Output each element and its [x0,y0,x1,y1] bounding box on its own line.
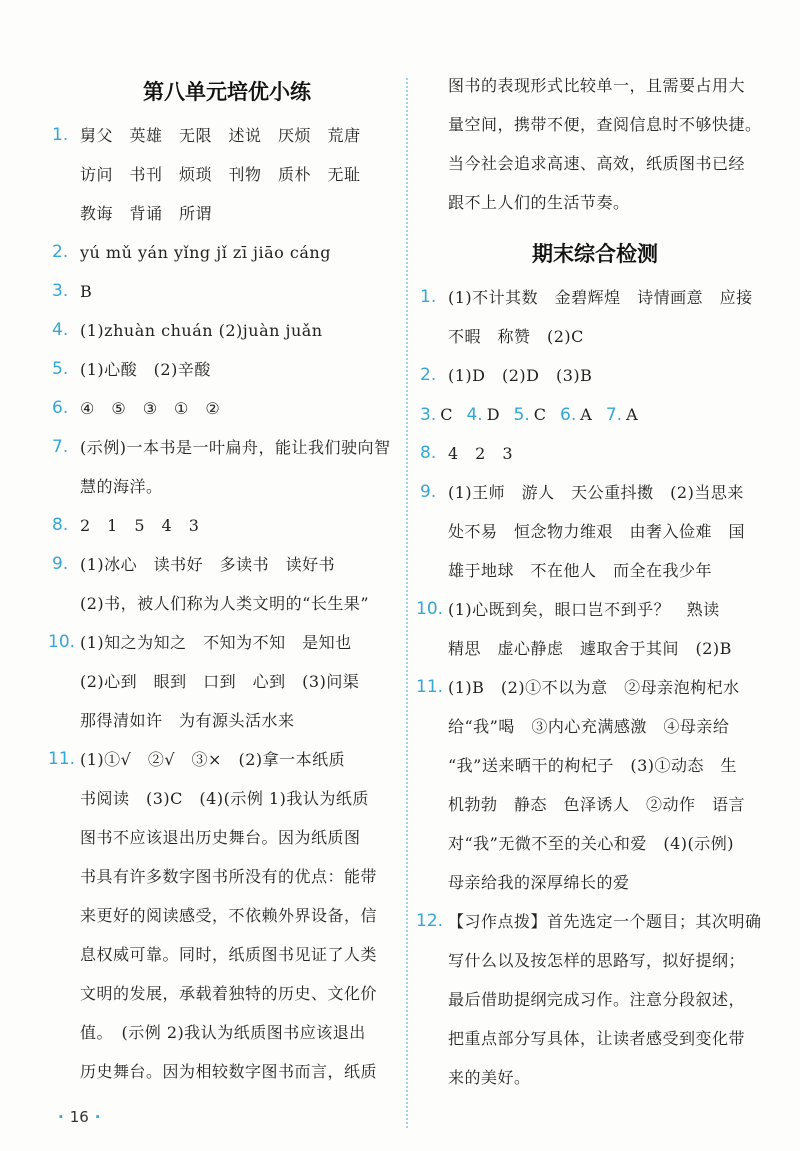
question-number: 12. [416,911,444,931]
answer-line: (2)书，被人们称为人类文明的“长生果” [80,594,370,613]
answer-line: 来更好的阅读感受，不依赖外界设备，信 [80,906,378,925]
answer-line: 那得清如许 为有源头活水来 [80,711,295,730]
answer-item [52,233,402,272]
answer-line: 跟不上人们的生活节奏。 [448,193,630,212]
answer-line: 把重点部分写具体，让读者感受到变化带 [448,1029,746,1048]
answer-line: 教诲 背诵 所谓 [80,204,213,223]
question-number: 3. [420,405,437,425]
answer-item [52,272,402,311]
answer-line: “我”送来晒干的枸杞子 (3)①动态 生 [448,756,738,775]
answer-line: 历史舞台。因为相较数字图书而言，纸质 [80,1062,378,1081]
answer-line: 舅父 英雄 无限 述说 厌烦 荒唐 [80,126,361,145]
answer-line: B [80,282,93,301]
answer-item [420,434,770,473]
question-number: 10. [48,632,76,652]
answer-line: (1)①√ ②√ ③× (2)拿一本纸质 [80,750,346,769]
answer-line: 量空间，携带不便，查阅信息时不够快捷。 [448,115,762,134]
answer-line: (1)心既到矣，眼口岂不到乎？ 熟读 [448,600,720,619]
question-number: 2. [52,242,69,262]
answer-item [52,506,402,545]
answer-line: 对“我”无微不至的关心和爱 (4)(示例) [448,834,735,853]
answer-line: yú mǔ yán yǐng jǐ zī jiāo cáng [80,243,331,262]
question-number: 11. [416,677,444,697]
question-number: 3. [52,281,69,301]
bullet-dot: · [58,1108,64,1126]
answer-line: (1)B (2)①不以为意 ②母亲泡枸杞水 [448,678,740,697]
answer-line: 息权威可靠。同时，纸质图书见证了人类 [80,945,378,964]
bullet-dot: · [94,1108,101,1126]
answer-item [416,668,770,902]
answer-line: 书具有许多数字图书所没有的优点：能带 [80,867,378,886]
answer-line: 写什么以及按怎样的思路写，拟好提纲； [448,951,746,970]
answer-value: D [486,405,500,424]
question-number: 4. [52,320,69,340]
answer-line: 慧的海洋。 [80,477,163,496]
answer-item [52,389,402,428]
answer-item [52,116,402,233]
question-number: 7. [605,405,623,425]
answer-line: (1)不计其数 金碧辉煌 诗情画意 应接 [448,288,753,307]
question-number: 9. [420,482,437,502]
question-number: 10. [416,599,444,619]
question-number: 7. [52,437,69,457]
answer-line: 访问 书刊 烦琐 刊物 质朴 无耻 [80,165,361,184]
answer-item [52,311,402,350]
answer-line: (1)王师 游人 天公重抖擞 (2)当思来 [448,483,744,502]
answer-item [52,350,402,389]
answer-line: 给“我”喝 ③内心充满感激 ④母亲给 [448,717,730,736]
question-number: 5. [52,359,69,379]
answer-line: 来的美好。 [448,1068,531,1087]
answer-line: 图书的表现形式比较单一，且需要占用大 [448,76,746,95]
question-number: 8. [420,443,437,463]
answer-item [416,902,770,1097]
continued-answer [420,66,770,222]
answer-item [52,545,402,623]
question-number: 4. [466,405,483,425]
answer-value: A [580,405,592,424]
answer-value: A [626,405,638,424]
answer-item [420,356,770,395]
answer-line: 雄于地球 不在他人 而全在我少年 [448,561,713,580]
answer-line: 文明的发展，承载着独特的历史、文化价 [80,984,378,1003]
inline-answers [420,395,770,434]
question-number: 1. [420,287,437,307]
answer-line: 书阅读 (3)C (4)(示例 1)我认为纸质 [80,789,369,808]
answer-line: ④ ⑤ ③ ① ② [80,399,221,418]
answer-line: (示例)一本书是一叶扁舟，能让我们驶向智 [80,438,391,457]
answer-line: (1)心酸 (2)辛酸 [80,360,211,379]
answer-line: (1)冰心 读书好 多读书 读好书 [80,555,336,574]
answer-line: 母亲给我的深厚绵长的爱 [448,873,630,892]
question-number: 9. [52,554,69,574]
answer-item [48,623,402,740]
answer-item [48,740,402,1091]
column-divider [406,78,408,1128]
question-number: 6. [560,405,577,425]
question-number: 11. [48,749,76,769]
answer-item [416,590,770,668]
left-column [48,60,402,1091]
answer-line: 值。 (示例 2)我认为纸质图书应该退出 [80,1023,366,1042]
answer-line: (1)知之为知之 不知为不知 是知也 [80,633,352,652]
answer-line: 不暇 称赞 (2)C [448,327,584,346]
answer-line: 处不易 恒念物力维艰 由奢入俭难 国 [448,522,746,541]
right-column [416,66,770,1097]
answer-line: 4 2 3 [448,444,514,463]
answer-line: 最后借助提纲完成习作。注意分段叙述， [448,990,746,1009]
question-number: 8. [52,515,69,535]
answer-line: 当今社会追求高速、高效，纸质图书已经 [448,154,746,173]
answer-value: C [440,405,453,424]
section-title-unit8: 第八单元培优小练 [143,80,311,104]
page-number [52,1108,107,1126]
question-number: 5. [513,405,530,425]
answer-line: 【习作点拨】首先选定一个题目；其次明确 [448,912,762,931]
answer-value: C [533,405,547,424]
answer-item [420,473,770,590]
section-title-final: 期末综合检测 [532,242,658,266]
answer-line: 机勃勃 静态 色泽诱人 ②动作 语言 [448,795,746,814]
answer-item [52,428,402,506]
answer-line: (2)心到 眼到 口到 心到 (3)问渠 [80,672,360,691]
answer-line: (1)zhuàn chuán (2)juàn juǎn [80,321,323,340]
question-number: 2. [420,365,437,385]
answer-line: 精思 虚心静虑 遽取舍于其间 (2)B [448,639,732,658]
answer-line: 图书不应该退出历史舞台。因为纸质图 [80,828,361,847]
page-number-text: 16 [69,1108,89,1126]
question-number: 6. [52,398,69,418]
answer-line: 2 1 5 4 3 [80,516,200,535]
question-number: 1. [52,125,69,145]
answer-item [420,278,770,356]
answer-line: (1)D (2)D (3)B [448,366,593,385]
